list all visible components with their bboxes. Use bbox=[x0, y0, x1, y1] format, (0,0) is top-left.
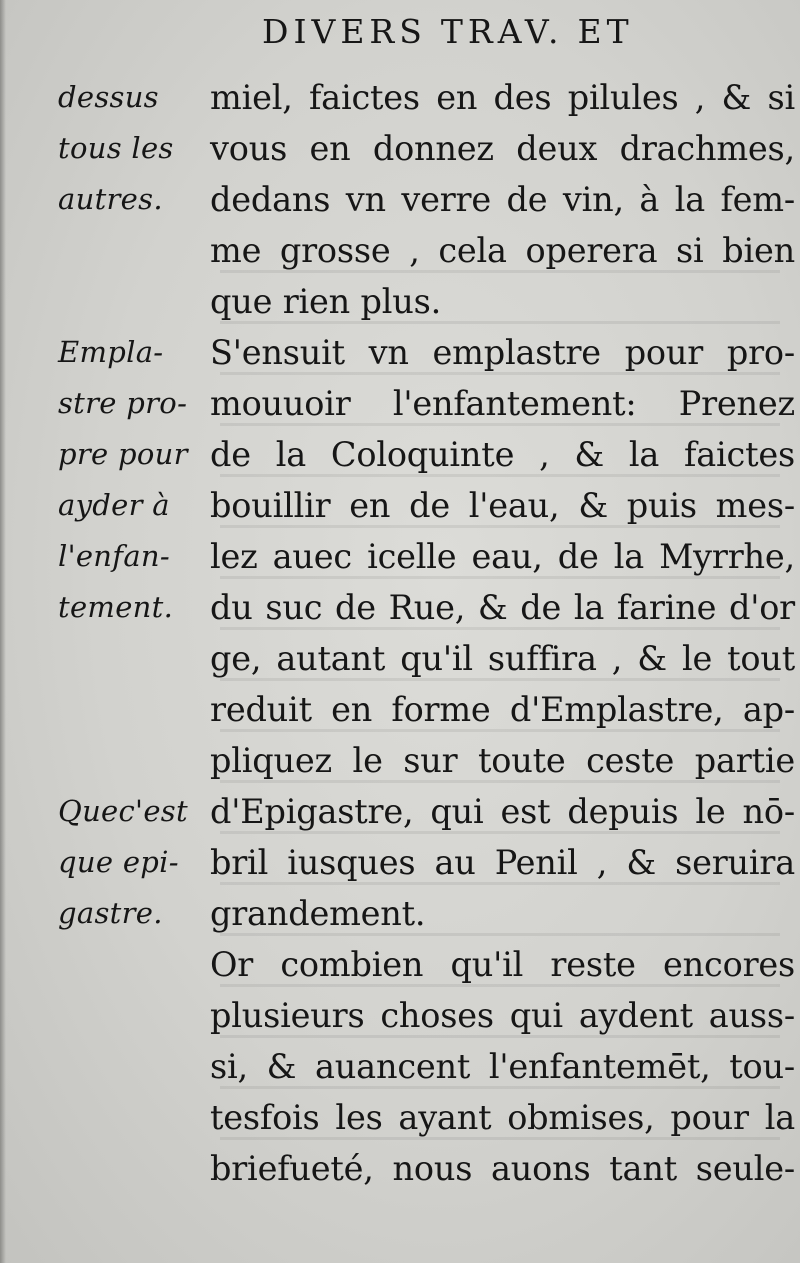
margin-note-line: tous les bbox=[58, 131, 174, 165]
margin-note-epigastre bbox=[58, 786, 188, 939]
margin-note-line: Quec'est bbox=[58, 794, 188, 828]
margin-note-line: autres. bbox=[58, 182, 163, 216]
body-line: bouillir en de l'eau, & puis mes- bbox=[210, 486, 795, 525]
margin-note-line: Empla- bbox=[58, 335, 164, 369]
body-line: briefueté, nous auons tant seule- bbox=[210, 1149, 795, 1188]
margin-note-line: tement. bbox=[58, 590, 174, 624]
margin-note-dessus bbox=[58, 72, 174, 225]
body-text bbox=[210, 72, 795, 1194]
margin-note-line: l'enfan- bbox=[58, 539, 170, 573]
body-line: grandement. bbox=[210, 894, 426, 933]
body-line: plusieurs choses qui aydent auss- bbox=[210, 996, 795, 1035]
margin-note-line: pre pour bbox=[58, 437, 188, 471]
body-line: mouuoir l'enfantement: Prenez bbox=[210, 384, 795, 423]
body-line: de la Coloquinte , & la faictes bbox=[210, 435, 795, 474]
body-line: Or combien qu'il reste encores bbox=[210, 945, 795, 984]
margin-note-line: ayder à bbox=[58, 488, 170, 522]
running-head-word: TRAV. bbox=[440, 12, 564, 51]
body-line: me grosse , cela operera si bien bbox=[210, 231, 795, 270]
body-line: vous en donnez deux drachmes, bbox=[210, 129, 795, 168]
running-head-word: DIVERS bbox=[262, 12, 427, 51]
running-head bbox=[262, 8, 648, 56]
body-line: que rien plus. bbox=[210, 282, 442, 321]
margin-note-line: stre pro- bbox=[58, 386, 188, 420]
body-line: du suc de Rue, & de la farine d'or bbox=[210, 588, 795, 627]
running-head-word: ET bbox=[577, 12, 634, 51]
margin-note-emplastre bbox=[58, 327, 188, 633]
body-line: si, & auancent l'enfantemēt, tou- bbox=[210, 1047, 795, 1086]
margin-note-line: gastre. bbox=[58, 896, 163, 930]
body-line: dedans vn verre de vin, à la fem- bbox=[210, 180, 795, 219]
margin-note-line: que epi- bbox=[58, 845, 179, 879]
body-line: bril iusques au Penil , & seruira bbox=[210, 843, 795, 882]
body-line: ge, autant qu'il suffira , & le tout bbox=[210, 639, 795, 678]
margin-note-line: dessus bbox=[58, 80, 159, 114]
body-line: miel, faictes en des pilules , & si bbox=[210, 78, 795, 117]
body-line: pliquez le sur toute ceste partie bbox=[210, 741, 795, 780]
body-line: reduit en forme d'Emplastre, ap- bbox=[210, 690, 795, 729]
body-line: lez auec icelle eau, de la Myrrhe, bbox=[210, 537, 795, 576]
body-line: d'Epigastre, qui est depuis le nō- bbox=[210, 792, 795, 831]
body-line: S'ensuit vn emplastre pour pro- bbox=[210, 333, 795, 372]
body-line: tesfois les ayant obmises, pour la bbox=[210, 1098, 795, 1137]
